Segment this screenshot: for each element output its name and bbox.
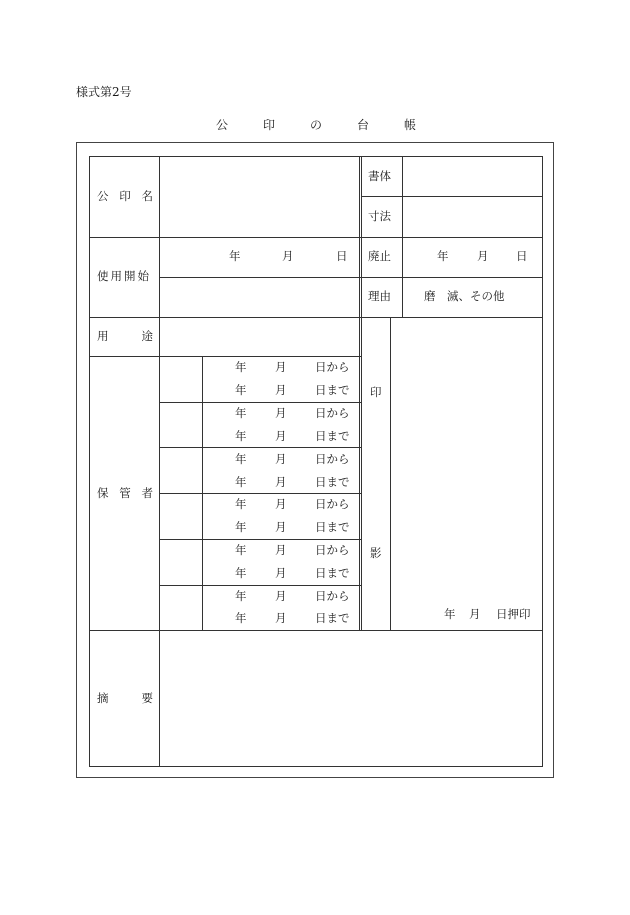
label-typeface: 書体 bbox=[368, 169, 391, 183]
grid-line bbox=[402, 156, 403, 317]
period-year: 年 bbox=[235, 497, 247, 511]
abolition-day: 日 bbox=[516, 249, 528, 263]
period-until: 日まで bbox=[315, 611, 350, 625]
grid-line bbox=[89, 630, 542, 631]
label-summary: 摘 要 bbox=[97, 691, 153, 705]
label-abolition: 廃止 bbox=[368, 249, 391, 263]
period-from: 日から bbox=[315, 360, 350, 374]
label-dimensions: 寸法 bbox=[368, 209, 391, 223]
grid-line bbox=[89, 356, 361, 357]
abolition-month: 月 bbox=[477, 249, 489, 263]
stamp-day-label: 日押印 bbox=[496, 607, 531, 621]
grid-line bbox=[159, 277, 542, 278]
title-char: 印 bbox=[262, 118, 275, 132]
title-char: 帳 bbox=[403, 118, 416, 132]
label-seal-name: 公 印 名 bbox=[97, 189, 153, 203]
period-from: 日から bbox=[315, 452, 350, 466]
period-month: 月 bbox=[275, 406, 287, 420]
period-until: 日まで bbox=[315, 429, 350, 443]
grid-line bbox=[159, 585, 361, 586]
use-start-year: 年 bbox=[229, 249, 241, 263]
label-custodian: 保 管 者 bbox=[97, 486, 153, 500]
grid-line bbox=[89, 317, 542, 318]
period-until: 日まで bbox=[315, 383, 350, 397]
label-impression-1: 印 bbox=[370, 385, 382, 399]
grid-line bbox=[390, 317, 391, 631]
grid-line bbox=[159, 493, 361, 494]
period-year: 年 bbox=[235, 406, 247, 420]
grid-line bbox=[542, 156, 543, 767]
period-from: 日から bbox=[315, 543, 350, 557]
use-start-month: 月 bbox=[282, 249, 294, 263]
period-month: 月 bbox=[275, 497, 287, 511]
grid-line bbox=[361, 156, 362, 631]
grid-line bbox=[89, 237, 542, 238]
stamp-year: 年 bbox=[444, 607, 456, 621]
period-year: 年 bbox=[235, 452, 247, 466]
label-reason: 理由 bbox=[368, 289, 391, 303]
form-number: 様式第2号 bbox=[76, 85, 132, 99]
abolition-year: 年 bbox=[437, 249, 449, 263]
grid-line bbox=[159, 539, 361, 540]
period-year: 年 bbox=[235, 589, 247, 603]
period-from: 日から bbox=[315, 406, 350, 420]
grid-line bbox=[89, 156, 90, 767]
grid-line bbox=[89, 156, 542, 157]
period-year: 年 bbox=[235, 566, 247, 580]
period-month: 月 bbox=[275, 520, 287, 534]
period-year: 年 bbox=[235, 475, 247, 489]
period-month: 月 bbox=[275, 452, 287, 466]
grid-line bbox=[159, 447, 361, 448]
period-month: 月 bbox=[275, 543, 287, 557]
period-year: 年 bbox=[235, 611, 247, 625]
grid-line bbox=[159, 156, 160, 767]
period-until: 日まで bbox=[315, 475, 350, 489]
grid-line bbox=[89, 766, 542, 767]
title-char: 公 bbox=[216, 118, 229, 132]
period-month: 月 bbox=[275, 429, 287, 443]
grid-line bbox=[202, 356, 203, 631]
period-until: 日まで bbox=[315, 520, 350, 534]
label-use-start: 使用開始 bbox=[97, 269, 151, 283]
period-month: 月 bbox=[275, 360, 287, 374]
period-month: 月 bbox=[275, 589, 287, 603]
title-char: の bbox=[309, 118, 322, 132]
period-month: 月 bbox=[275, 566, 287, 580]
reason-value: 磨 滅、その他 bbox=[424, 289, 505, 303]
label-impression-2: 影 bbox=[370, 546, 382, 560]
label-purpose: 用 途 bbox=[97, 329, 153, 343]
page-title bbox=[216, 116, 416, 133]
period-year: 年 bbox=[235, 543, 247, 557]
period-year: 年 bbox=[235, 383, 247, 397]
period-from: 日から bbox=[315, 589, 350, 603]
grid-line bbox=[361, 196, 542, 197]
period-month: 月 bbox=[275, 475, 287, 489]
period-year: 年 bbox=[235, 360, 247, 374]
period-until: 日まで bbox=[315, 566, 350, 580]
stamp-month: 月 bbox=[469, 607, 481, 621]
period-from: 日から bbox=[315, 497, 350, 511]
period-month: 月 bbox=[275, 383, 287, 397]
grid-line bbox=[159, 402, 361, 403]
period-year: 年 bbox=[235, 520, 247, 534]
period-year: 年 bbox=[235, 429, 247, 443]
period-month: 月 bbox=[275, 611, 287, 625]
use-start-day: 日 bbox=[336, 249, 348, 263]
grid-line bbox=[359, 156, 360, 631]
title-char: 台 bbox=[356, 118, 369, 132]
